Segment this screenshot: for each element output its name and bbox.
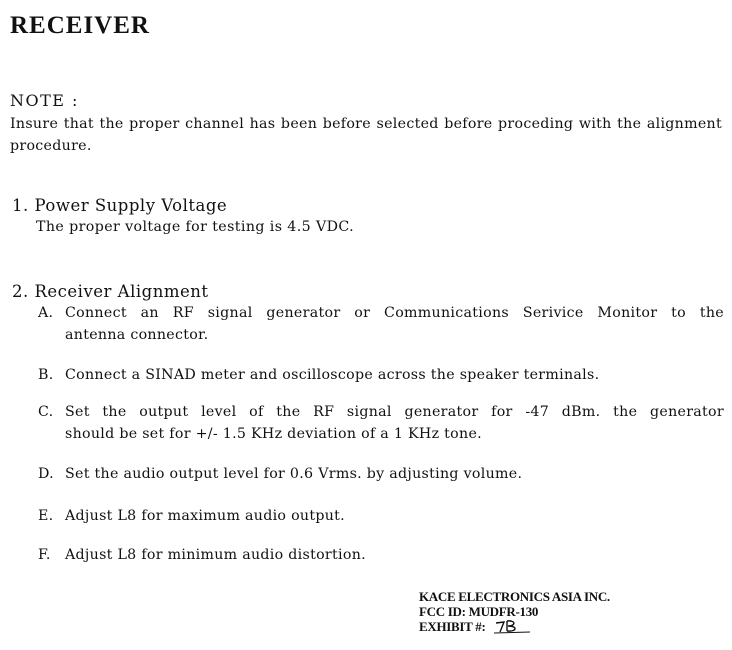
step-text: Connect a SINAD meter and oscilloscope across the speaker terminals. [65,367,600,383]
step-text: Set the audio output level for 0.6 Vrms. by adjusting volume. [65,466,523,482]
step-text: Set the output level of the RF signal generator for -47 dBm. the generator [65,404,724,420]
step-a-line1 [38,302,724,324]
fcc-id: FCC ID: MUDFR-130 [419,604,539,619]
step-text: Adjust L8 for maximum audio output. [65,508,345,524]
step-letter: F. [38,547,51,563]
section-text-power-supply: The proper voltage for testing is 4.5 VDC. [36,219,355,235]
note-text: Insure that the proper channel has been before selected before proceding with the alignment procedure. [10,116,722,154]
step-c [38,401,724,445]
step-letter: D. [38,466,54,482]
step-text: Connect an RF signal generator or Communications Serivice Monitor to the [65,305,724,321]
handwritten-exhibit-number-icon [494,619,534,634]
step-a [38,302,724,346]
exhibit-label: EXHIBIT #: [419,619,486,634]
step-letter: B. [38,367,54,383]
step-f [38,544,724,566]
note-heading: NOTE : [10,91,79,110]
step-b [38,364,724,386]
section-heading-power-supply: 1. Power Supply Voltage [12,196,228,215]
step-d [38,463,724,485]
step-e [38,505,724,527]
step-c-line2: should be set for +/- 1.5 KHz deviation of a 1 KHz tone. [65,426,482,442]
step-letter: A. [38,305,54,321]
step-a-line2: antenna connector. [65,327,209,343]
section-heading-receiver-alignment: 2. Receiver Alignment [12,282,209,301]
step-letter: E. [38,508,54,524]
exhibit-line [419,619,610,634]
step-letter: C. [38,404,54,420]
page-title: RECEIVER [10,12,150,39]
company-name: KACE ELECTRONICS ASIA INC. [419,589,610,604]
step-text: Adjust L8 for minimum audio distortion. [65,547,366,563]
step-c-line1 [38,401,724,423]
exhibit-stamp [419,589,610,634]
